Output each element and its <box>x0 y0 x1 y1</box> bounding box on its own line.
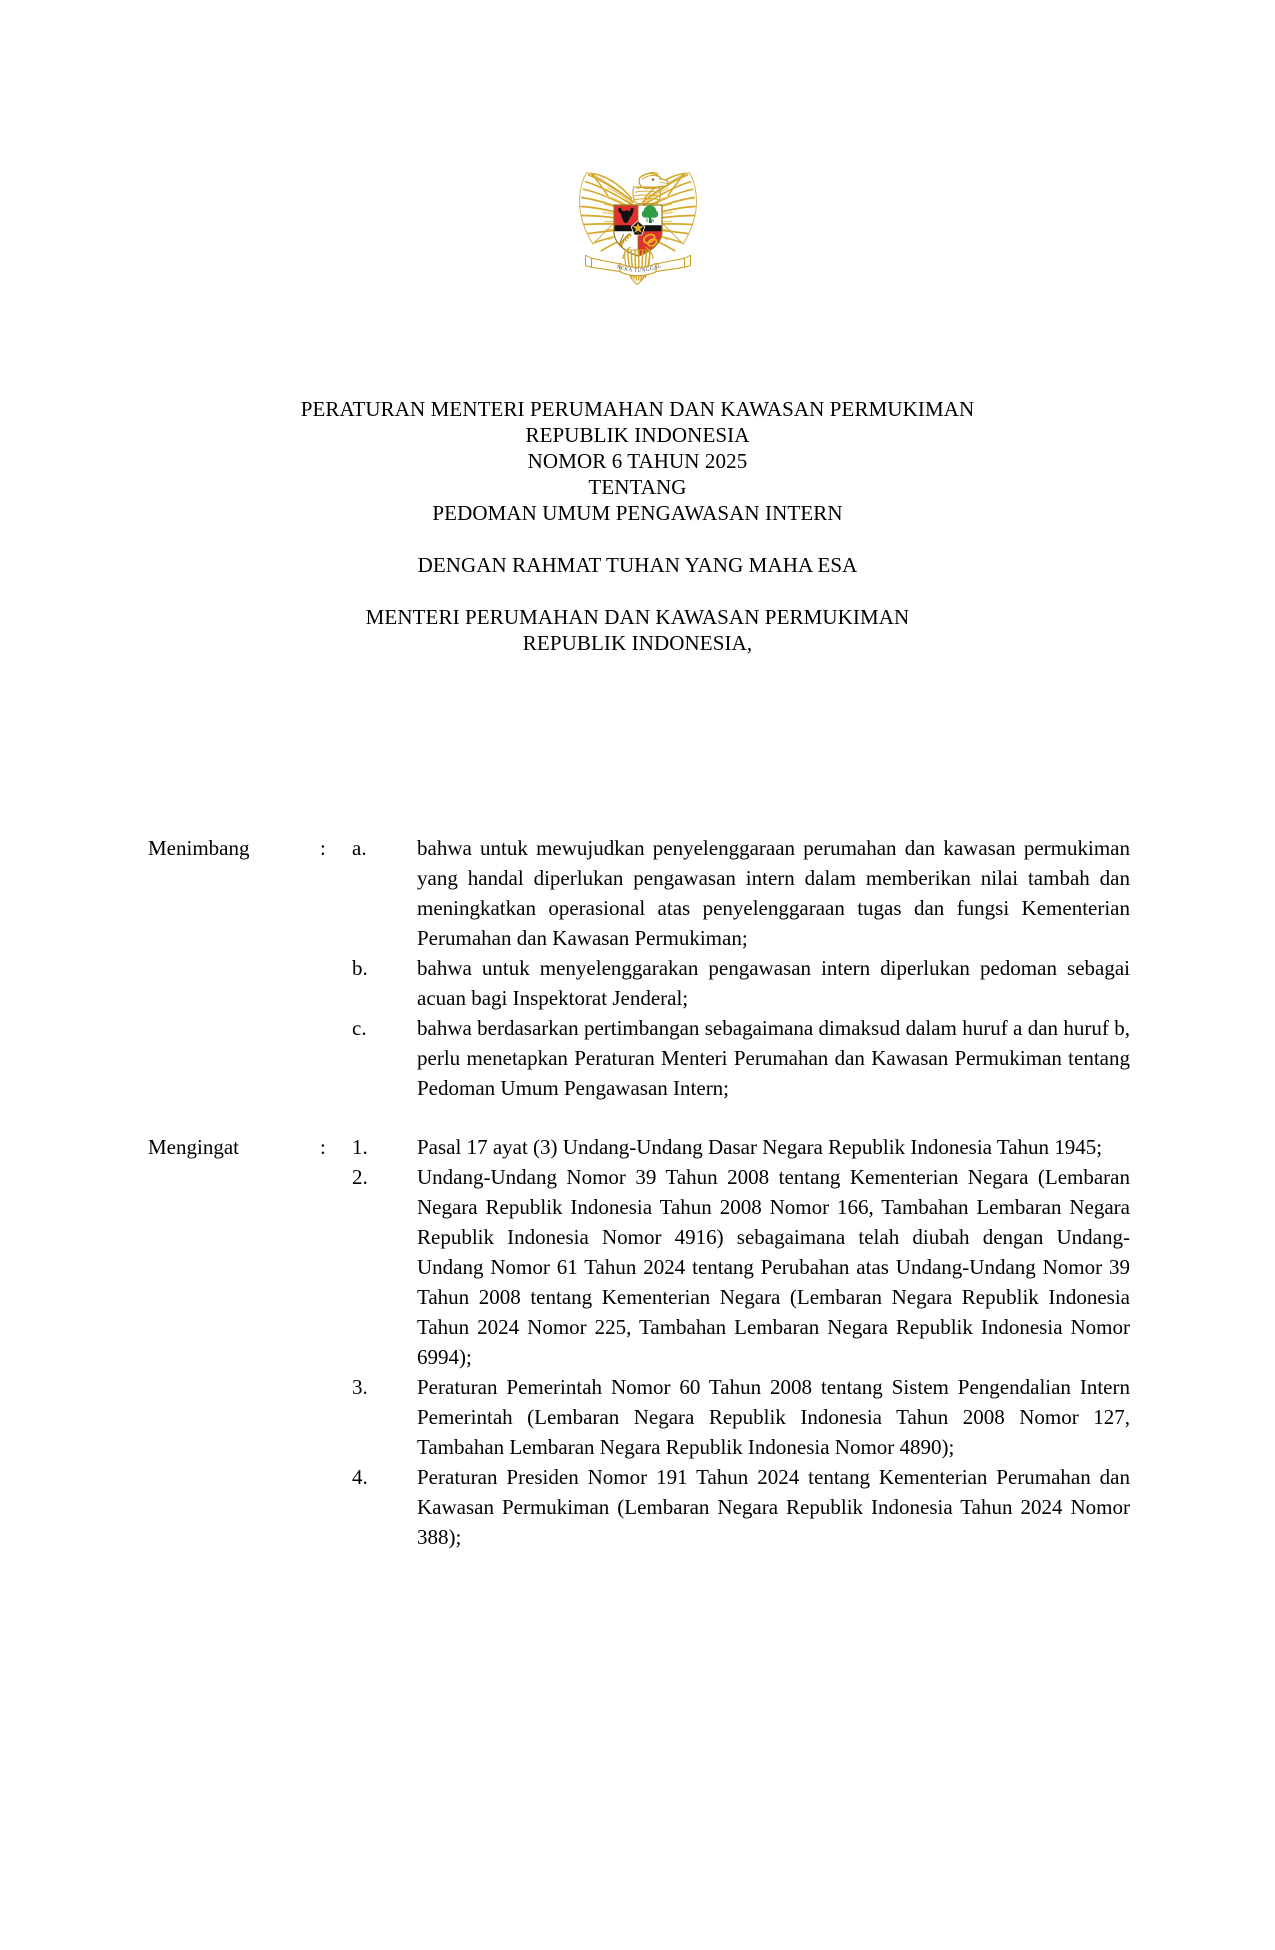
section-items-mengingat <box>352 1132 1275 1552</box>
section-mengingat <box>0 1132 1275 1552</box>
clause-item <box>352 1372 1130 1462</box>
clause-marker: 4. <box>352 1465 368 1489</box>
section-colon-mengingat: : <box>320 1135 326 1159</box>
authority-line-1: MENTERI PERUMAHAN DAN KAWASAN PERMUKIMAN <box>365 605 910 629</box>
clause-item <box>352 833 1130 953</box>
emblem-container <box>0 145 1275 295</box>
section-items-menimbang <box>352 833 1275 1103</box>
clause-marker: 2. <box>352 1165 368 1189</box>
title-line-4: TENTANG <box>588 475 687 499</box>
clause-marker: b. <box>352 956 368 980</box>
section-colon-menimbang: : <box>320 836 326 860</box>
title-line-5: PEDOMAN UMUM PENGAWASAN INTERN <box>432 501 843 525</box>
garuda-pancasila-emblem <box>563 145 713 295</box>
title-line-3: NOMOR 6 TAHUN 2025 <box>527 449 748 473</box>
invocation-line: DENGAN RAHMAT TUHAN YANG MAHA ESA <box>417 553 858 577</box>
clause-item <box>352 1013 1130 1103</box>
title-spacer-1 <box>0 526 1275 552</box>
clause-text: bahwa berdasarkan pertimbangan sebagaimana dimaksud dalam huruf a dan huruf b, perlu menetapkan Peraturan Menteri Perumahan dan Kawasan Permukiman tentang Pedoman Umum Pengawasan Intern; <box>417 1016 1130 1100</box>
motto-text: BHINNEKA TUNGGAL IKA <box>615 258 662 274</box>
clause-text: Undang-Undang Nomor 39 Tahun 2008 tentang Kementerian Negara (Lembaran Negara Republik Indonesia Tahun 2008 Nomor 166, Tambahan Lembaran Negara Republik Indonesia Nomor 4916) sebagaimana telah diubah dengan Undang-Undang Nomor 61 Tahun 2024 tentang Perubahan atas Undang-Undang Nomor 39 Tahun 2008 tentang Kementerian Negara (Lembaran Negara Republik Indonesia Tahun 2024 Nomor 225, Tambahan Lembaran Negara Republik Indonesia Nomor 6994); <box>417 1165 1130 1369</box>
title-block <box>0 396 1275 656</box>
section-label-mengingat: Mengingat <box>148 1135 239 1159</box>
clause-marker: 1. <box>352 1135 368 1159</box>
section-label-menimbang: Menimbang <box>148 836 250 860</box>
title-spacer-2 <box>0 578 1275 604</box>
clause-marker: a. <box>352 836 367 860</box>
clause-item <box>352 1462 1130 1552</box>
authority-line-2: REPUBLIK INDONESIA, <box>522 631 753 655</box>
clause-text: bahwa untuk menyelenggarakan pengawasan intern diperlukan pedoman sebagai acuan bagi Inspektorat Jenderal; <box>417 956 1130 1010</box>
clause-text: bahwa untuk mewujudkan penyelenggaraan perumahan dan kawasan permukiman yang handal diperlukan pengawasan intern dalam memberikan nilai tambah dan meningkatkan operasional atas penyelenggaraan tugas dan fungsi Kementerian Perumahan dan Kawasan Permukiman; <box>417 836 1130 950</box>
section-menimbang <box>0 833 1275 1103</box>
clause-marker: c. <box>352 1016 367 1040</box>
clause-marker: 3. <box>352 1375 368 1399</box>
clause-text: Pasal 17 ayat (3) Undang-Undang Dasar Negara Republik Indonesia Tahun 1945; <box>417 1135 1103 1159</box>
clause-sections <box>0 833 1275 1552</box>
clause-text: Peraturan Pemerintah Nomor 60 Tahun 2008 tentang Sistem Pengendalian Intern Pemerintah (Lembaran Negara Republik Indonesia Tahun 2008 Nomor 127, Tambahan Lembaran Negara Republik Indonesia Nomor 4890); <box>417 1375 1130 1459</box>
title-line-2: REPUBLIK INDONESIA <box>525 423 750 447</box>
title-line-1: PERATURAN MENTERI PERUMAHAN DAN KAWASAN PERMUKIMAN <box>300 397 975 421</box>
clause-item <box>352 1132 1130 1162</box>
clause-item <box>352 1162 1130 1372</box>
clause-item <box>352 953 1130 1013</box>
clause-text: Peraturan Presiden Nomor 191 Tahun 2024 tentang Kementerian Perumahan dan Kawasan Permukiman (Lembaran Negara Republik Indonesia Tahun 2024 Nomor 388); <box>417 1465 1130 1549</box>
